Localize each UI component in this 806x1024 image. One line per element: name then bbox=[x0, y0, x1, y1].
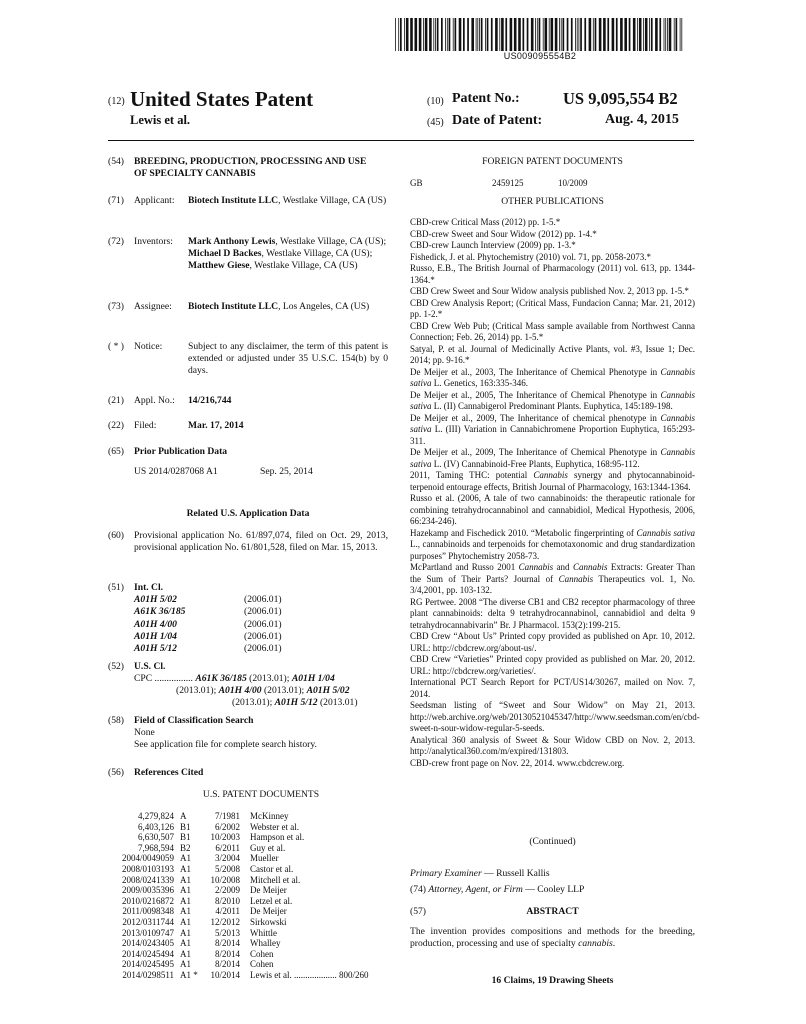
barcode-bar bbox=[633, 18, 636, 51]
reference-row bbox=[112, 832, 371, 843]
publication-item: McPartland and Russo 2001 Cannabis and Cannabis Extracts: Greater Than the Sum of Their Parts? Journal of Cannabis Therapeutics vol. 1, No. 3/4,2001, pp. 103-132. bbox=[410, 562, 695, 595]
other-publications-heading: OTHER PUBLICATIONS bbox=[501, 196, 604, 207]
barcode-bar bbox=[584, 18, 586, 51]
barcode-bar bbox=[539, 18, 541, 51]
barcode-bar bbox=[429, 18, 432, 51]
publication-item: 2011, Taming THC: potential Cannabis synergy and phytocannabinoid-terpenoid entourage effects, British Journal of Pharmacology, 163:1344-1364. bbox=[410, 470, 695, 492]
barcode-bar bbox=[514, 18, 517, 51]
filed-value: Mar. 17, 2014 bbox=[188, 420, 244, 431]
reference-row bbox=[112, 917, 371, 928]
reference-no: 2014/0298511 bbox=[122, 969, 174, 980]
barcode-bar bbox=[603, 18, 606, 51]
int-cl-version: (2006.01) bbox=[244, 643, 282, 655]
reference-kind: A bbox=[180, 811, 187, 821]
kind-code-12: (12) bbox=[108, 96, 125, 107]
int-cl-version: (2006.01) bbox=[244, 594, 282, 606]
reference-name: Cohen bbox=[250, 959, 274, 970]
reference-name: Whalley bbox=[250, 938, 281, 949]
barcode-bar bbox=[481, 18, 483, 51]
barcode-bar bbox=[485, 18, 486, 51]
barcode-bar bbox=[667, 18, 668, 51]
invention-title: BREEDING, PRODUCTION, PROCESSING AND USE OF SPECIALTY CANNABIS bbox=[134, 156, 367, 180]
reference-row bbox=[112, 853, 371, 864]
barcode-bar bbox=[674, 18, 675, 51]
barcode-bar bbox=[487, 18, 489, 51]
inventors-short: Lewis et al. bbox=[130, 113, 191, 127]
barcode-bar bbox=[651, 18, 653, 51]
barcode-bar bbox=[505, 18, 507, 51]
reference-no: 6,403,126 bbox=[138, 821, 174, 832]
barcode-bar bbox=[523, 18, 525, 51]
barcode-bar bbox=[680, 18, 681, 51]
reference-kind: A1 bbox=[180, 895, 191, 906]
claims-summary: 16 Claims, 19 Drawing Sheets bbox=[491, 975, 614, 986]
appl-no-field: (21) Appl. No.: 14/216,744 bbox=[108, 395, 388, 407]
barcode-bar bbox=[665, 18, 666, 51]
barcode-image bbox=[395, 18, 685, 51]
search-field: (58) Field of Classification Search None See application file for complete search history. bbox=[108, 715, 317, 751]
publication-item: Russo, E.B., The British Journal of Pharmacology (2011) vol. 613, pp. 1344-1364.* bbox=[410, 263, 695, 285]
barcode-bar bbox=[676, 18, 678, 51]
reference-kind: A1 bbox=[180, 863, 191, 874]
reference-name: McKinney bbox=[250, 811, 289, 821]
reference-name: Webster et al. bbox=[250, 821, 300, 832]
reference-date: 6/2002 bbox=[214, 821, 240, 832]
reference-date: 3/2004 bbox=[214, 853, 240, 864]
int-cl-class: A01H 5/12 bbox=[134, 643, 177, 655]
int-cl-row bbox=[134, 606, 282, 618]
publication-item: Fishedick, J. et al. Phytochemistry (2010) vol. 71, pp. 2058-2073.* bbox=[410, 251, 651, 262]
reference-row bbox=[112, 949, 371, 960]
reference-date: 10/2008 bbox=[210, 874, 240, 885]
int-cl-version: (2006.01) bbox=[244, 618, 282, 630]
barcode-bar bbox=[510, 18, 513, 51]
barcode-bar bbox=[476, 18, 477, 51]
barcode-bar bbox=[467, 18, 469, 51]
reference-name: De Meijer bbox=[250, 885, 287, 896]
inventor-1: Mark Anthony Lewis bbox=[188, 236, 276, 247]
attorney: (74) Attorney, Agent, or Firm — Cooley LLP bbox=[410, 884, 585, 895]
reference-date: 8/2014 bbox=[214, 948, 240, 959]
barcode-bar bbox=[589, 18, 592, 51]
publication-item: De Meijer et al., 2003, The Inheritance of Chemical Phenotype in Cannabis sativa L. Genetics, 163:335-346. bbox=[410, 366, 695, 388]
references-field: (56) References Cited bbox=[108, 767, 388, 779]
int-cl-class: A61K 36/185 bbox=[134, 606, 186, 618]
reference-row bbox=[112, 896, 371, 907]
reference-no: 2010/0216872 bbox=[121, 895, 174, 906]
barcode-bar bbox=[593, 18, 594, 51]
reference-kind: A1 bbox=[180, 927, 191, 938]
prior-publication-field: (65) Prior Publication Data bbox=[108, 446, 388, 458]
int-cl-version: (2006.01) bbox=[244, 606, 282, 618]
barcode-bar bbox=[415, 18, 418, 51]
publication-item: CBD-crew Sweet and Sour Widow (2012) pp. 1-4.* bbox=[410, 228, 597, 239]
reference-no: 2014/0245494 bbox=[121, 948, 174, 959]
barcode-bar bbox=[579, 18, 580, 51]
barcode-bar bbox=[607, 18, 609, 51]
reference-row bbox=[112, 928, 371, 939]
applicant-field: (71) Applicant: Biotech Institute LLC, Westlake Village, CA (US) bbox=[108, 195, 387, 206]
reference-name: Hampson et al. bbox=[250, 832, 305, 843]
int-cl-field: (51) Int. Cl. A01H 5/02 (2006.01) A61K 36/185 (2006.01) A01H 4/00 (2006.01) A01H 1/04 (2006.01) A01H 5/12 (2006.01) bbox=[108, 582, 282, 655]
barcode-bar bbox=[681, 18, 682, 51]
inventor-2: Michael D Backes bbox=[188, 248, 262, 260]
reference-date: 10/2003 bbox=[210, 832, 240, 843]
prior-publication-heading: Prior Publication Data bbox=[134, 446, 228, 457]
int-cl-row bbox=[134, 643, 282, 655]
reference-kind: A1 bbox=[180, 959, 191, 970]
reference-no: 2008/0241339 bbox=[121, 874, 174, 885]
barcode-bar bbox=[649, 18, 650, 51]
barcode-bar bbox=[669, 18, 672, 51]
inventor-3: Matthew Giese bbox=[188, 260, 250, 272]
reference-kind: A1 * bbox=[180, 969, 198, 980]
publication-item: Satyal, P. et al. Journal of Medicinally Active Plants, vol. #3, Issue 1; Dec. 2014; pp. 9-16.* bbox=[410, 343, 695, 365]
barcode-bar bbox=[537, 18, 538, 51]
barcode-bar bbox=[577, 18, 578, 51]
publication-item: International PCT Search Report for PCT/US14/30267, mailed on Nov. 7, 2014. bbox=[410, 677, 695, 699]
int-cl-row bbox=[134, 619, 282, 631]
assignee-field: (73) Assignee: Biotech Institute LLC, Los Angeles, CA (US) bbox=[108, 301, 370, 312]
barcode-bar bbox=[455, 18, 457, 51]
publication-item: De Meijer et al., 2009, The Inheritance of Chemical Phenotype in Cannabis sativa L. (IV) Cannabinoid-Free Plants, Euphytica, 168:95-112. bbox=[410, 447, 695, 469]
reference-name: Whittle bbox=[250, 927, 277, 938]
date-label: Date of Patent: bbox=[452, 113, 543, 128]
barcode-bar bbox=[400, 18, 402, 51]
foreign-number: 2459125 bbox=[492, 178, 524, 188]
reference-kind: B1 bbox=[180, 821, 191, 832]
appl-no-value: 14/216,744 bbox=[188, 395, 232, 406]
publication-item: CBD-crew Launch Interview (2009) pp. 1-3.* bbox=[410, 240, 576, 250]
barcode-bar bbox=[410, 18, 413, 51]
publication-item: Analytical 360 analysis of Sweet & Sour Widow CBD on Nov. 2, 2013. http://analytical360.com/m/expired/131803. bbox=[410, 734, 695, 756]
barcode-bar bbox=[437, 18, 439, 51]
patent-no-label: Patent No.: bbox=[452, 91, 520, 106]
barcode-bar bbox=[447, 18, 448, 51]
reference-name: Castor et al. bbox=[250, 863, 294, 874]
reference-date: 4/2011 bbox=[215, 906, 240, 917]
barcode-bar bbox=[563, 18, 565, 51]
reference-name: Mitchell et al. bbox=[250, 874, 301, 885]
barcode-bar bbox=[477, 18, 478, 51]
reference-name: Sirkowski bbox=[250, 916, 287, 927]
reference-no: 2014/0245495 bbox=[121, 959, 174, 970]
reference-row bbox=[112, 938, 371, 949]
reference-row bbox=[112, 875, 371, 886]
barcode-bar bbox=[645, 18, 648, 51]
barcode-bar bbox=[543, 18, 544, 51]
reference-row bbox=[112, 885, 371, 896]
reference-row bbox=[112, 864, 371, 875]
reference-kind: B1 bbox=[180, 832, 191, 843]
barcode-bar bbox=[445, 18, 446, 51]
date-code: (45) bbox=[427, 117, 444, 128]
reference-no: 2004/0049059 bbox=[121, 853, 174, 864]
reference-kind: A1 bbox=[180, 948, 191, 959]
prior-publication-date: Sep. 25, 2014 bbox=[260, 466, 313, 477]
reference-kind: A1 bbox=[180, 938, 191, 949]
barcode-bar bbox=[559, 18, 560, 51]
reference-date: 5/2008 bbox=[214, 863, 240, 874]
barcode-bar bbox=[637, 18, 638, 51]
barcode-bar bbox=[659, 18, 661, 51]
barcode-bar bbox=[449, 18, 451, 51]
reference-row bbox=[112, 822, 371, 833]
reference-no: 2012/0311744 bbox=[122, 916, 174, 927]
foreign-date: 10/2009 bbox=[558, 178, 588, 188]
foreign-country: GB bbox=[410, 178, 423, 188]
us-cl-label: U.S. Cl. bbox=[134, 661, 166, 672]
patent-date: Aug. 4, 2015 bbox=[605, 112, 679, 127]
reference-kind: A1 bbox=[180, 874, 191, 885]
us-patent-docs-heading: U.S. PATENT DOCUMENTS bbox=[202, 789, 320, 800]
reference-name: Cohen bbox=[250, 948, 274, 959]
reference-date: 8/2014 bbox=[214, 959, 240, 970]
references-heading: References Cited bbox=[134, 767, 204, 778]
publication-item: RG Pertwee. 2008 “The diverse CB1 and CB2 receptor pharmacology of three plant cannabinoids: delta 9 tetrahydrocannabinol, cannabidiol and delta 9 tetrahydrocannabivarin” Br. J Pharmacol. 153(2):199-215. bbox=[410, 596, 695, 630]
barcode-bar bbox=[491, 18, 493, 51]
notice-field: ( * ) Notice: Subject to any disclaimer, the term of this patent is extended or adjusted under 35 U.S.C. 154(b) by 0 days. bbox=[108, 341, 388, 377]
barcode-bar bbox=[471, 18, 474, 51]
barcode-bar bbox=[580, 18, 582, 51]
barcode-bar bbox=[599, 18, 602, 51]
barcode-bar bbox=[398, 18, 399, 51]
barcode-bar bbox=[549, 18, 550, 51]
publication-item: Seedsman listing of “Sweet and Sour Widow” on May 21, 2013. http://web.archive.org/web/20130521045347/http://www.seedsman.com/en/cbd-sweet-n-sour-widow-regular-5-seeds. bbox=[410, 700, 700, 733]
int-cl-row bbox=[134, 594, 282, 606]
provisional-field: (60) Provisional application No. 61/897,074, filed on Oct. 29, 2013, provisional application No. 61/801,528, filed on Mar. 15, 2013. bbox=[108, 530, 388, 554]
barcode-bar bbox=[463, 18, 465, 51]
provisional-text: Provisional application No. 61/897,074, filed on Oct. 29, 2013, provisional application No. 61/801,528, filed on Mar. 15, 2013. bbox=[134, 530, 388, 554]
barcode-bar bbox=[425, 18, 428, 51]
reference-date: 12/2012 bbox=[210, 916, 240, 927]
reference-no: 2009/0035396 bbox=[121, 885, 174, 896]
barcode-bar bbox=[595, 18, 597, 51]
barcode-bar bbox=[395, 18, 396, 51]
reference-date: 8/2014 bbox=[214, 938, 240, 949]
assignee-name: Biotech Institute LLC bbox=[188, 301, 279, 312]
int-cl-class: A01H 1/04 bbox=[134, 630, 177, 642]
reference-name: De Meijer bbox=[250, 906, 287, 917]
int-cl-row bbox=[134, 631, 282, 643]
reference-kind: A1 bbox=[180, 885, 191, 896]
barcode-bar bbox=[499, 18, 500, 51]
primary-examiner: Primary Examiner — Russell Kallis bbox=[410, 868, 550, 879]
barcode-bar bbox=[531, 18, 534, 51]
reference-date: 10/2014 bbox=[210, 969, 240, 980]
reference-date: 5/2013 bbox=[214, 927, 240, 938]
int-cl-class: A01H 5/02 bbox=[134, 594, 177, 606]
patent-number: US 9,095,554 B2 bbox=[563, 89, 678, 108]
barcode-bar bbox=[527, 18, 529, 51]
notice-text: Subject to any disclaimer, the term of this patent is extended or adjusted under 35 U.S.C. 154(b) by 0 days. bbox=[188, 341, 388, 377]
other-publications-list bbox=[410, 217, 700, 769]
reference-date: 8/2010 bbox=[214, 895, 240, 906]
int-cl-label: Int. Cl. bbox=[134, 582, 164, 593]
abstract-heading: ABSTRACT bbox=[526, 906, 579, 917]
patent-no-code: (10) bbox=[427, 96, 444, 107]
foreign-docs-heading: FOREIGN PATENT DOCUMENTS bbox=[482, 156, 623, 167]
reference-no: 7,968,594 bbox=[138, 842, 174, 853]
reference-row bbox=[112, 906, 371, 917]
search-label: Field of Classification Search bbox=[134, 715, 254, 726]
reference-row bbox=[112, 811, 371, 822]
barcode-bar bbox=[501, 18, 504, 51]
barcode-bar bbox=[612, 18, 615, 51]
reference-name: Guy et al. bbox=[250, 842, 286, 853]
publication-item: CBD Crew Web Pub; (Critical Mass sample available from Northwest Canna Connection; Feb. 26, 2014) pp. 1-5.* bbox=[410, 320, 695, 342]
publication-item: CBD Crew Analysis Report; (Critical Mass, Fundacion Canna; Mar. 21, 2012) pp. 1-2.* bbox=[410, 297, 695, 319]
barcode-bar bbox=[655, 18, 658, 51]
publication-item: De Meijer et al., 2009, The Inheritance of chemical phenotype in Cannabis sativa L. (III) Variation in Cannabichromene Proportion Euphytica, 165:293-311. bbox=[410, 412, 695, 446]
publication-item: Hazekamp and Fischedick 2010. “Metabolic fingerprinting of Cannabis sativa L., cannabinoids and terpenoids for chemotaxonomic and drug standardization purposes” Phytochemistry 2058-73. bbox=[410, 527, 695, 561]
barcode-bar bbox=[453, 18, 454, 51]
barcode-bar bbox=[419, 18, 422, 51]
int-cl-table bbox=[134, 594, 282, 655]
abstract-text: The invention provides compositions and methods for the breeding, production, processing and use of specialty cannabis. bbox=[410, 926, 695, 950]
barcode-bar bbox=[561, 18, 562, 51]
barcode-bar bbox=[629, 18, 631, 51]
barcode-bar bbox=[639, 18, 642, 51]
reference-row bbox=[112, 959, 371, 970]
barcode-bar bbox=[567, 18, 569, 51]
barcode-bar bbox=[423, 18, 424, 51]
int-cl-class: A01H 4/00 bbox=[134, 618, 177, 630]
barcode-bar bbox=[495, 18, 498, 51]
header-divider bbox=[108, 140, 694, 141]
barcode-bar bbox=[545, 18, 548, 51]
publication-item: CBD Crew “Varieties” Printed copy provided as published on Mar. 20, 2012. URL: http://cbdcrew.org/varieties/. bbox=[410, 654, 695, 676]
barcode-bar bbox=[551, 18, 554, 51]
barcode-bar bbox=[624, 18, 627, 51]
reference-date: 6/2011 bbox=[215, 842, 240, 853]
barcode-bar bbox=[555, 18, 558, 51]
reference-name: Mueller bbox=[250, 853, 279, 864]
barcode-bar bbox=[441, 18, 443, 51]
reference-no: 2013/0109747 bbox=[121, 927, 174, 938]
barcode-bar bbox=[479, 18, 480, 51]
reference-no: 2014/0243405 bbox=[121, 938, 174, 949]
prior-publication-number: US 2014/0287068 A1 bbox=[134, 466, 218, 477]
publication-item: De Meijer et al., 2005, The Inheritance of Chemical Phenotype in Cannabis sativa L. (II) Cannabigerol Predominant Plants. Euphytica, 145:189-198. bbox=[410, 389, 695, 411]
publication-item: Russo et al. (2006, A tale of two cannabinoids: the therapeutic rationale for combining tetrahydrocannabinol and cannabidiol, Medical Hypothesis, 2006, 66:234-246). bbox=[410, 493, 695, 526]
us-cl-field: (52) U.S. Cl. bbox=[108, 661, 166, 672]
related-application-heading: Related U.S. Application Data bbox=[186, 508, 310, 519]
title-field: (54) BREEDING, PRODUCTION, PROCESSING AND USE OF SPECIALTY CANNABIS bbox=[108, 156, 388, 180]
barcode-bar bbox=[616, 18, 618, 51]
inventors-field: (72) Inventors: Mark Anthony Lewis, Westlake Village, CA (US); Michael D Backes, Westlake Village, CA (US); Matthew Giese, Westlake Village, CA (US) bbox=[108, 236, 387, 272]
barcode-bar bbox=[406, 18, 409, 51]
barcode-bar bbox=[643, 18, 644, 51]
barcode-bar bbox=[459, 18, 462, 51]
barcode-number: US009095554B2 bbox=[503, 51, 577, 61]
reference-row bbox=[112, 843, 371, 854]
applicant-name: Biotech Institute LLC bbox=[188, 195, 279, 206]
cpc-classification: CPC ................ A61K 36/185 (2013.01); A01H 1/04 (2013.01); A01H 4/00 (2013.01); A01H 5/02 (2013.01); A01H 5/12 (2013.01) bbox=[134, 673, 358, 709]
reference-no: 6,630,507 bbox=[138, 832, 174, 843]
reference-name: Letzel et al. bbox=[250, 895, 293, 906]
publication-item: CBD Crew “About Us” Printed copy provided as published on Apr. 10, 2012. URL: http://cbdcrew.org/about-us/. bbox=[410, 631, 695, 653]
barcode-bar bbox=[433, 18, 434, 51]
filed-field: (22) Filed: Mar. 17, 2014 bbox=[108, 420, 388, 432]
reference-kind: A1 bbox=[180, 916, 191, 927]
continued-note: (Continued) bbox=[529, 836, 576, 847]
reference-no: 2008/0103193 bbox=[121, 863, 174, 874]
reference-kind: B2 bbox=[180, 842, 191, 853]
int-cl-version: (2006.01) bbox=[244, 630, 282, 642]
barcode-bar bbox=[535, 18, 536, 51]
barcode-bar bbox=[435, 18, 436, 51]
reference-date: 2/2009 bbox=[214, 885, 240, 896]
reference-kind: A1 bbox=[180, 906, 191, 917]
barcode-bar bbox=[518, 18, 521, 51]
barcode-bar bbox=[575, 18, 576, 51]
reference-kind: A1 bbox=[180, 853, 191, 864]
reference-name: Lewis et al. ................... 800/260 bbox=[250, 969, 369, 980]
references-table bbox=[112, 811, 371, 981]
publication-item: CBD-crew front page on Nov. 22, 2014. www.cbdcrew.org. bbox=[410, 757, 625, 768]
barcode-bar bbox=[571, 18, 573, 51]
document-title: United States Patent bbox=[130, 87, 314, 111]
reference-date: 7/1981 bbox=[214, 811, 240, 821]
reference-no: 2011/0098348 bbox=[122, 906, 174, 917]
barcode-bar bbox=[620, 18, 623, 51]
barcode-bar bbox=[404, 18, 405, 51]
publication-item: CBD Crew Sweet and Sour Widow analysis published Nov. 2, 2013 pp. 1-5.* bbox=[410, 286, 689, 296]
barcode-bar bbox=[664, 18, 665, 51]
publication-item: CBD-crew Critical Mass (2012) pp. 1-5.* bbox=[410, 217, 561, 227]
reference-row bbox=[112, 970, 371, 981]
reference-no: 4,279,824 bbox=[138, 811, 174, 821]
abstract-code: (57) bbox=[410, 906, 426, 917]
